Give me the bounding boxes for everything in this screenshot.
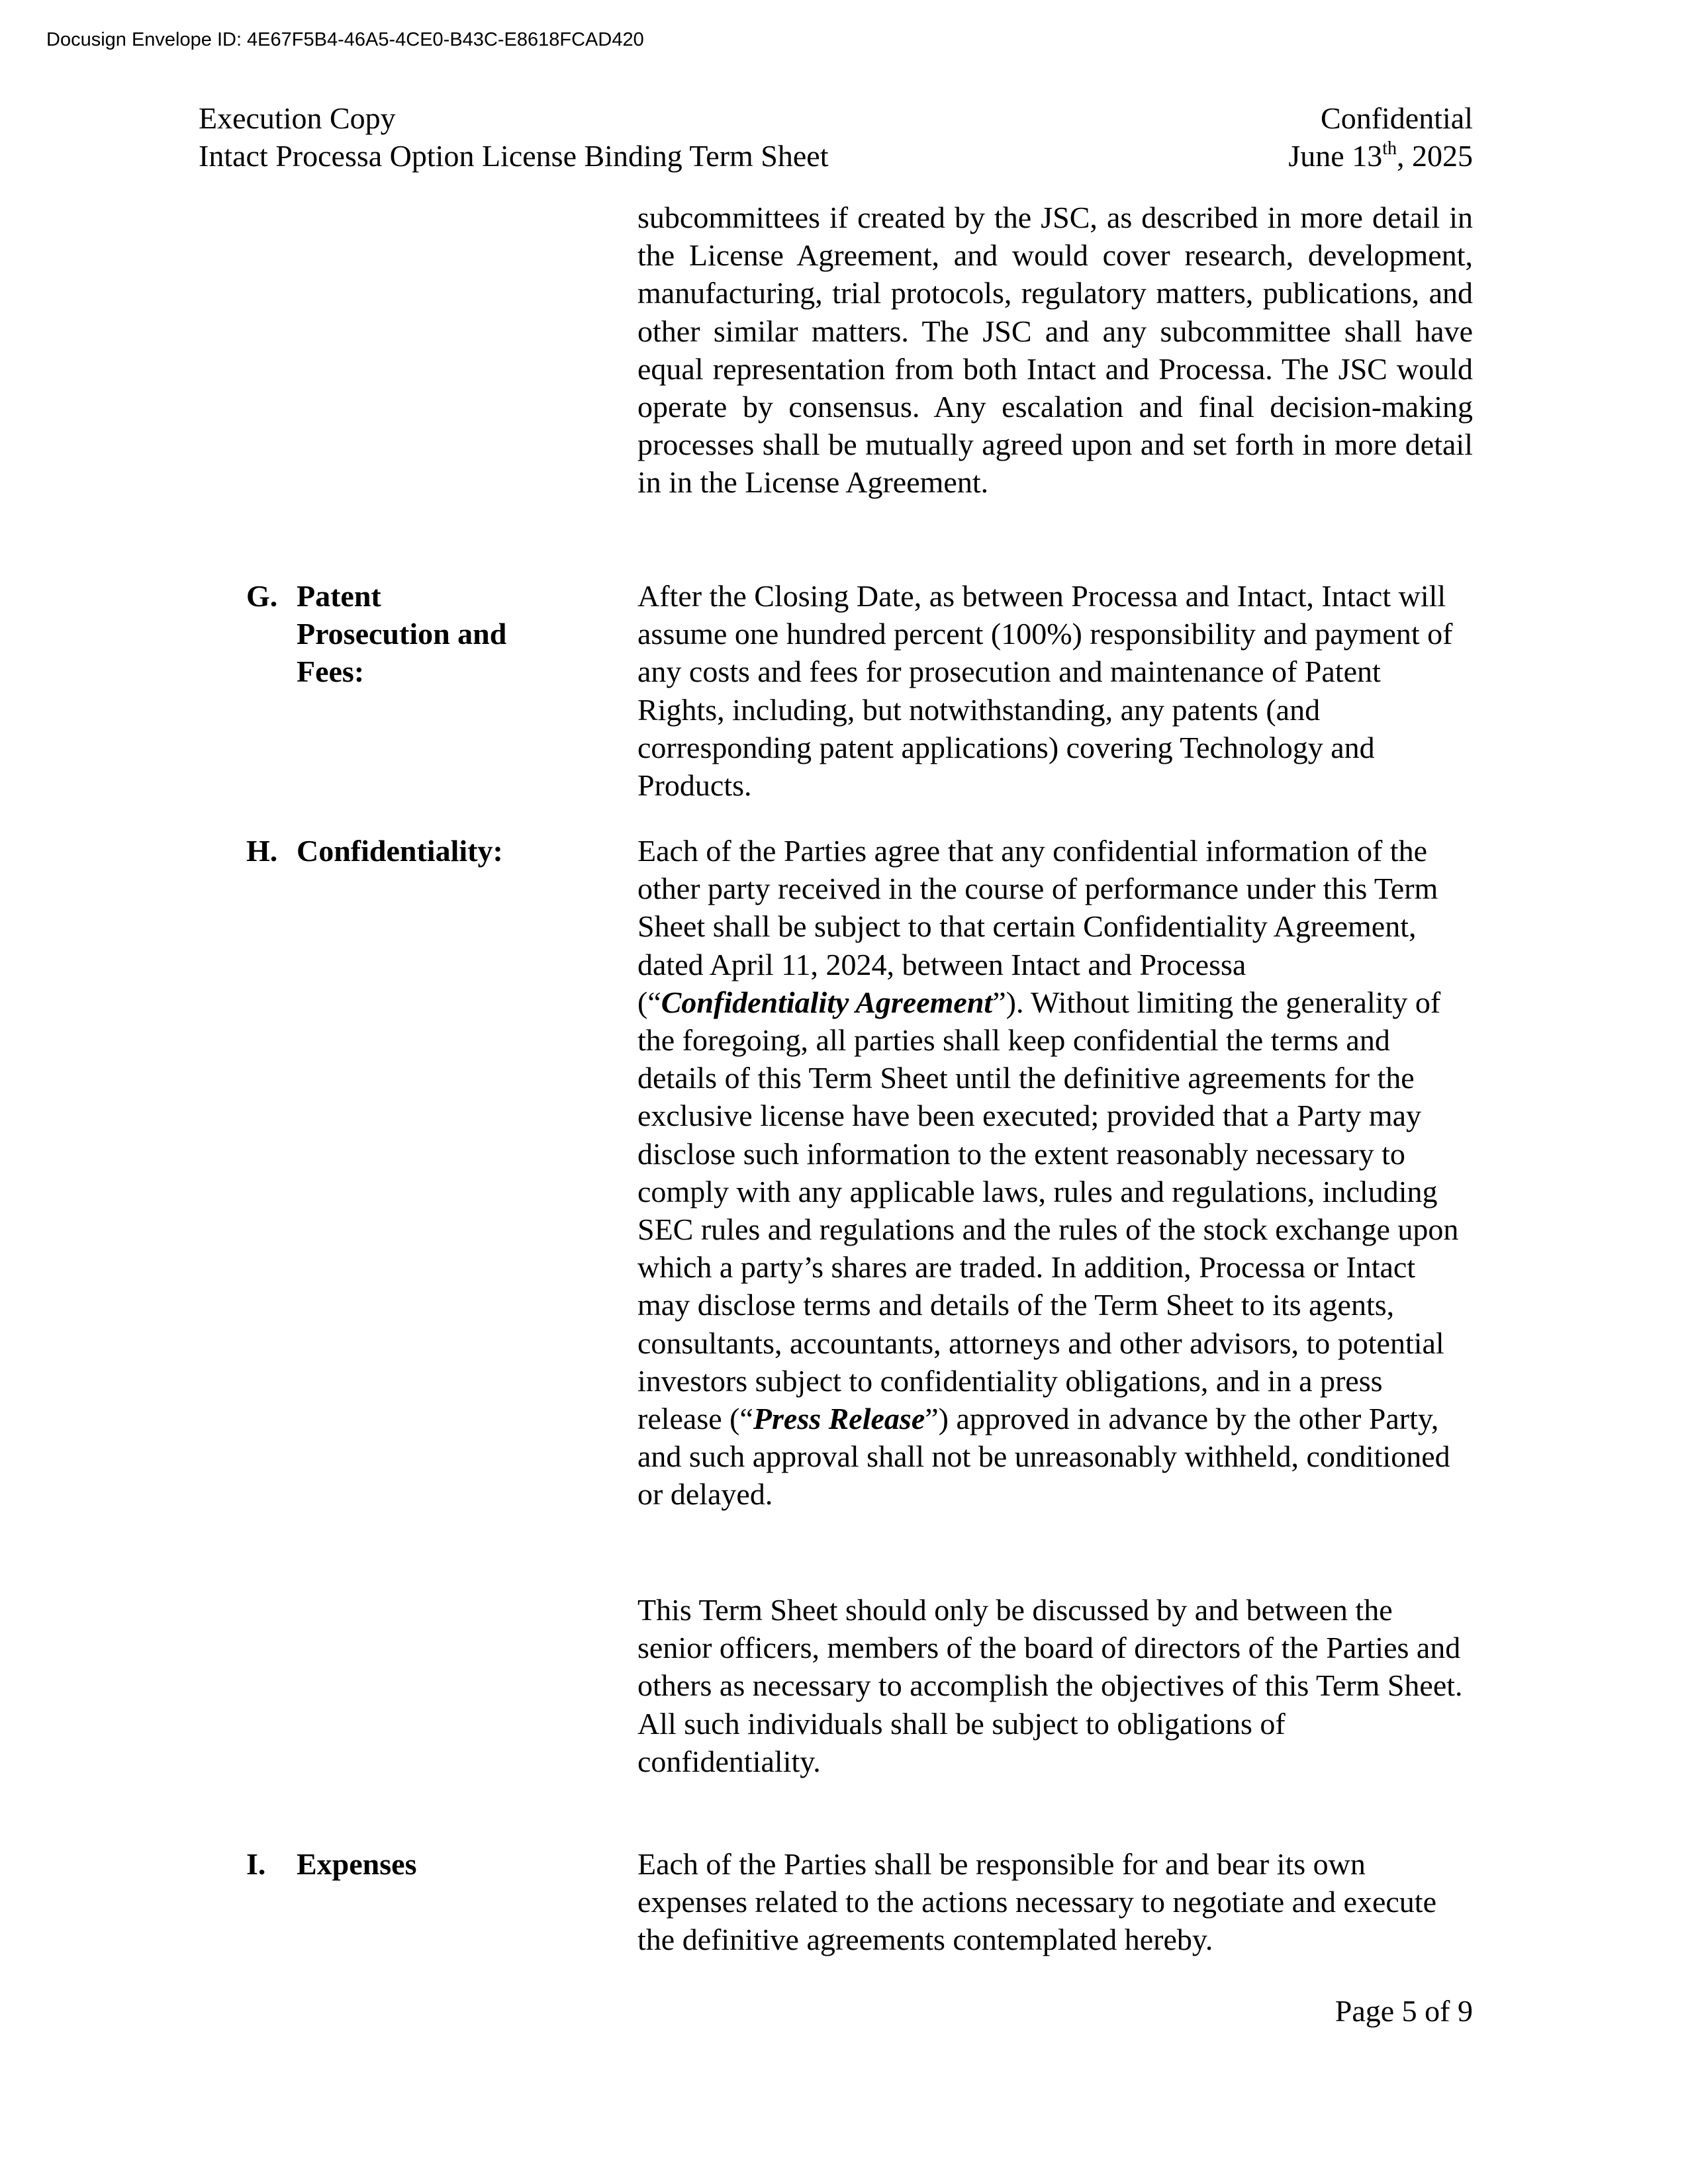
defined-term-press-release: Press Release bbox=[753, 1402, 925, 1436]
document-header-right bbox=[1288, 99, 1473, 175]
confidential-label: Confidential bbox=[1321, 101, 1473, 135]
confidentiality-paragraph-1: Each of the Parties agree that any confidential information of the other party received in the course of performance under this Term Sheet shall be subject to that certain Confidentiality Agreement, dated April 11, 2024, between Intact and Processa (“Confidentiality Agreement”). Without limiting the generality of the foregoing, all parties shall keep confidential the terms and details of this Term Sheet until the definitive agreements for the exclusive license have been executed; provided that a Party may disclose such information to the extent reasonably necessary to comply with any applicable laws, rules and regulations, including SEC rules and regulations and the rules of the stock exchange upon which a party’s shares are traded. In addition, Processa or Intact may disclose terms and details of the Term Sheet to its agents, consultants, accountants, attorneys and other advisors, to potential investors subject to confidentiality obligations, and in a press release (“Press Release”) approved in advance by the other Party, and such approval shall not be unreasonably withheld, conditioned or delayed. bbox=[637, 834, 1459, 1512]
section-h-body bbox=[637, 832, 1465, 1514]
defined-term-confidentiality-agreement: Confidentiality Agreement bbox=[661, 985, 993, 1019]
document-date: June 13th, 2025 bbox=[1288, 138, 1473, 173]
section-g-body: After the Closing Date, as between Processa and Intact, Intact will assume one hundred percent (100%) responsibility and payment of any costs and fees for prosecution and maintenance of Patent Rights, including, but notwithstanding, any patents (and corresponding patent applications) covering Technology and Products. bbox=[637, 579, 1453, 803]
section-h-body-2 bbox=[637, 1591, 1465, 1780]
document-header-left bbox=[199, 99, 829, 175]
document-title: Intact Processa Option License Binding Term Sheet bbox=[199, 139, 829, 173]
section-f-continuation: subcommittees if created by the JSC, as described in more detail in the License Agreement, and would cover research, development, manufacturing, trial protocols, regulatory matters, publications, and other similar matters. The JSC and any subcommittee shall have equal representation from both Intact and Processa. The JSC would operate by consensus. Any escalation and final decision-making processes shall be mutually agreed upon and set forth in more detail in in the License Agreement. bbox=[637, 201, 1473, 500]
docusign-envelope-id: Docusign Envelope ID: 4E67F5B4-46A5-4CE0-B43C-E8618FCAD420 bbox=[46, 29, 644, 50]
page-number: Page 5 of 9 bbox=[1335, 1994, 1473, 2028]
execution-copy-label: Execution Copy bbox=[199, 101, 396, 135]
confidentiality-paragraph-2: This Term Sheet should only be discussed by and between the senior officers, members of the board of directors of the Parties and others as necessary to accomplish the objectives of this Term Sheet. All such individuals shall be subject to obligations of confidentiality. bbox=[637, 1593, 1463, 1778]
section-i-body: Each of the Parties shall be responsible for and bear its own expenses related to the actions necessary to negotiate and execute the definitive agreements contemplated hereby. bbox=[637, 1847, 1436, 1957]
